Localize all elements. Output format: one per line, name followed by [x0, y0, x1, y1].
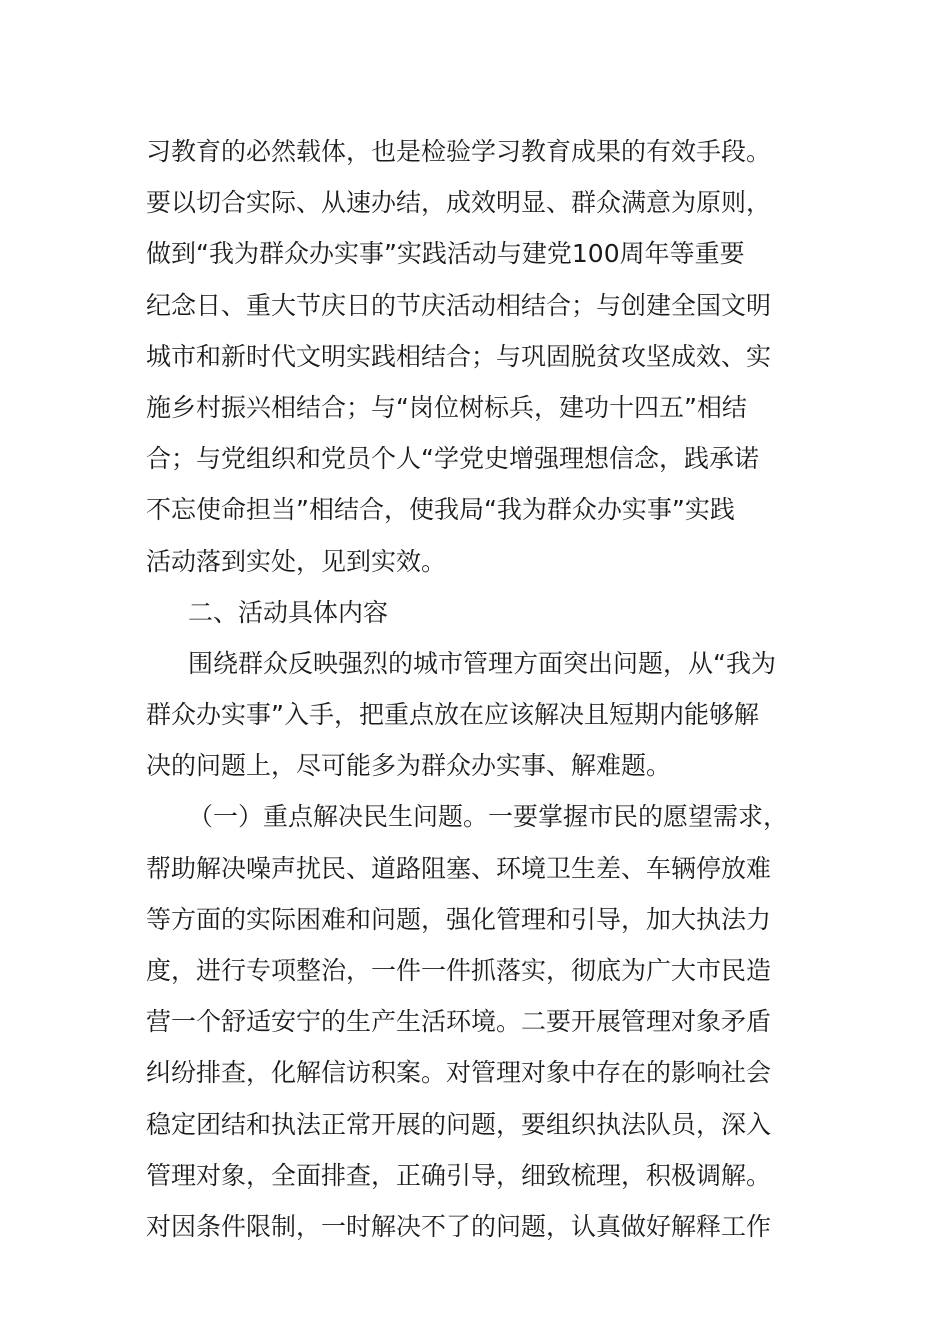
text-line: 施乡村振兴相结合；与“岗位树标兵，建功十四五”相结	[146, 392, 747, 422]
text-line: 管理对象，全面排查，正确引导，细致梳理，积极调解。	[146, 1160, 772, 1190]
text-line: 等方面的实际困难和问题，强化管理和引导，加大执法力	[146, 904, 772, 934]
text-line: 决的问题上，尽可能多为群众办实事、解难题。	[146, 751, 672, 781]
text-line: 纠纷排查，化解信访积案。对管理对象中存在的影响社会	[146, 1058, 772, 1088]
body-text	[146, 126, 816, 1252]
text-line: 群众办实事”入手，把重点放在应该解决且短期内能够解	[146, 700, 759, 730]
subsection-line: （一）重点解决民生问题。一要掌握市民的愿望需求，	[188, 802, 789, 832]
text-line: 合；与党组织和党员个人“学党史增强理想信念，践承诺	[146, 444, 759, 474]
text-line: 稳定团结和执法正常开展的问题，要组织执法队员，深入	[146, 1109, 772, 1139]
text-line: 度，进行专项整治，一件一件抓落实，彻底为广大市民造	[146, 956, 772, 985]
text-line: 帮助解决噪声扰民、道路阻塞、环境卫生差、车辆停放难	[146, 853, 772, 883]
text-line: 围绕群众反映强烈的城市管理方面突出问题，从“我为	[188, 648, 776, 678]
text-line: 对因条件限制，一时解决不了的问题，认真做好解释工作	[146, 1211, 772, 1241]
text-line: 活动落到实处，见到实效。	[146, 546, 447, 576]
text-line: 习教育的必然载体，也是检验学习教育成果的有效手段。	[146, 137, 772, 166]
text-line: 不忘使命担当”相结合，使我局“我为群众办实事”实践	[146, 495, 735, 525]
section-heading: 二、活动具体内容	[188, 597, 389, 627]
text-line: 纪念日、重大节庆日的节庆活动相结合；与创建全国文明	[146, 290, 772, 320]
text-line: 做到“我为群众办实事”实践活动与建党100周年等重要	[146, 239, 745, 269]
text-line: 营一个舒适安宁的生产生活环境。二要开展管理对象矛盾	[146, 1007, 772, 1037]
text-line: 要以切合实际、从速办结，成效明显、群众满意为原则，	[146, 188, 772, 218]
text-line: 城市和新时代文明实践相结合；与巩固脱贫攻坚成效、实	[146, 341, 772, 371]
